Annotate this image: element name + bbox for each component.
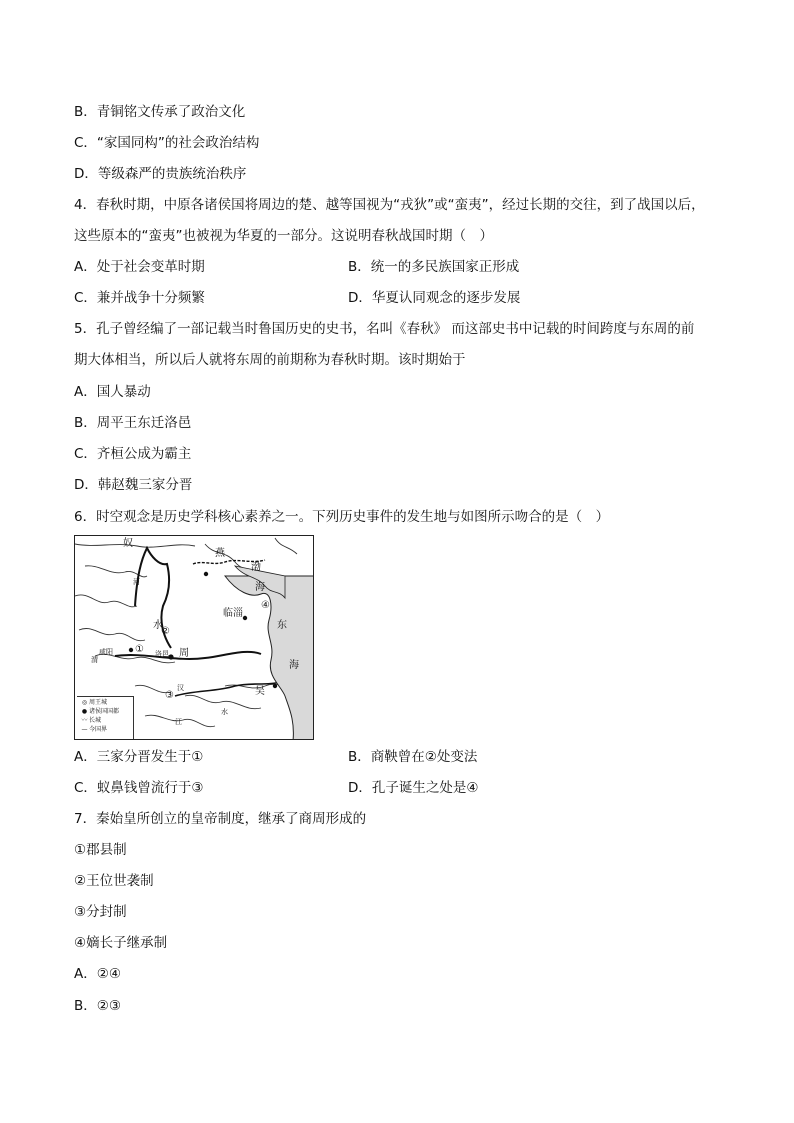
q7-option-a: A．②④ [74,966,121,982]
q4-stem-line2: 这些原本的“蛮夷”也被视为华夏的一部分。这说明春秋战国时期（ ） [74,228,493,244]
map-marker-1: ① [135,644,144,655]
wall-line-icon: 〰 [81,717,88,724]
q3-option-c: C．“家国同构”的社会政治结构 [74,135,260,151]
q3-option-b: B．青铜铭文传承了政治文化 [74,104,246,120]
map-label-luoyi: 洛邑 [155,650,169,658]
map-label-wu: 吴 [255,686,265,697]
warring-states-map [74,535,314,740]
q5-stem-line1: 5．孔子曾经编了一部记载当时鲁国历史的史书，名叫《春秋》 而这部史书中记载的时间跨度与东周的前 [74,321,695,337]
map-label-shui2: 水 [221,708,228,716]
q4-option-c: C．兼并战争十分频繁 [74,290,205,306]
q7-item-4: ④嫡长子继承制 [74,935,168,951]
q7-stem: 7．秦始皇所创立的皇帝制度，继承了商周形成的 [74,811,367,827]
q5-stem-line2: 期大体相当，所以后人就将东周的前期称为春秋时期。该时期始于 [74,352,466,368]
q6-option-a: A．三家分晋发生于① [74,749,204,765]
q5-option-d: D．韩赵魏三家分晋 [74,477,193,493]
q4-option-b: B．统一的多民族国家正形成 [348,259,520,275]
map-label-zhou: 周 [179,648,189,659]
map-label-wei: 渭 [91,656,98,664]
q4-option-d: D．华夏认同观念的逐步发展 [348,290,521,306]
map-marker-4: ④ [261,600,270,611]
legend-row-border: — 今国界 [81,726,108,733]
map-legend [77,696,134,739]
map-marker-2: ② [161,626,170,637]
map-label-jiang: 江 [175,718,182,726]
q7-item-1: ①郡县制 [74,842,127,858]
q7-item-2: ②王位世袭制 [74,873,154,889]
q5-option-c: C．齐桓公成为霸主 [74,446,192,462]
map-label-he: 河 [133,578,140,586]
map-label-nu: 奴 [123,538,133,549]
q7-item-3: ③分封制 [74,904,127,920]
legend-row-great-wall: 〰 长城 [81,717,102,724]
map-label-xianyang: 咸阳 [99,648,113,656]
map-marker-3: ③ [165,690,174,701]
q6-option-d: D．孔子诞生之处是④ [348,780,479,796]
q5-option-b: B．周平王东迁洛邑 [74,415,192,431]
map-label-han: 汉 [177,684,184,692]
map-label-linzi: 临淄 [223,608,243,619]
double-circle-icon: ◎ [81,699,88,706]
q6-stem: 6．时空观念是历史学科核心素养之一。下列历史事件的发生地与如图所示吻合的是（ ） [74,509,610,525]
map-label-yan: 燕 [215,548,225,559]
map-label-bo: 渤 [251,562,261,573]
legend-row-capital: ● 诸侯国国都 [81,708,120,715]
q7-option-b: B．②③ [74,998,121,1014]
border-line-icon: — [81,726,88,733]
q5-option-a: A．国人暴动 [74,384,151,400]
map-label-hai2: 海 [289,660,299,671]
legend-row-royal-city: ◎ 周王城 [81,699,108,706]
q4-option-a: A．处于社会变革时期 [74,259,205,275]
q4-stem-line1: 4．春秋时期，中原各诸侯国将周边的楚、越等国视为“戎狄”或“蛮夷”，经过长期的交往，到了战国以后， [74,197,705,213]
map-label-dong: 东 [277,620,287,631]
dot-icon: ● [81,708,88,715]
map-label-shui: 水 [153,620,163,631]
map-label-hai1: 海 [255,582,265,593]
q6-option-c: C．蚁鼻钱曾流行于③ [74,780,204,796]
q3-option-d: D．等级森严的贵族统治秩序 [74,166,247,182]
q6-option-b: B．商鞅曾在②处变法 [348,749,478,765]
